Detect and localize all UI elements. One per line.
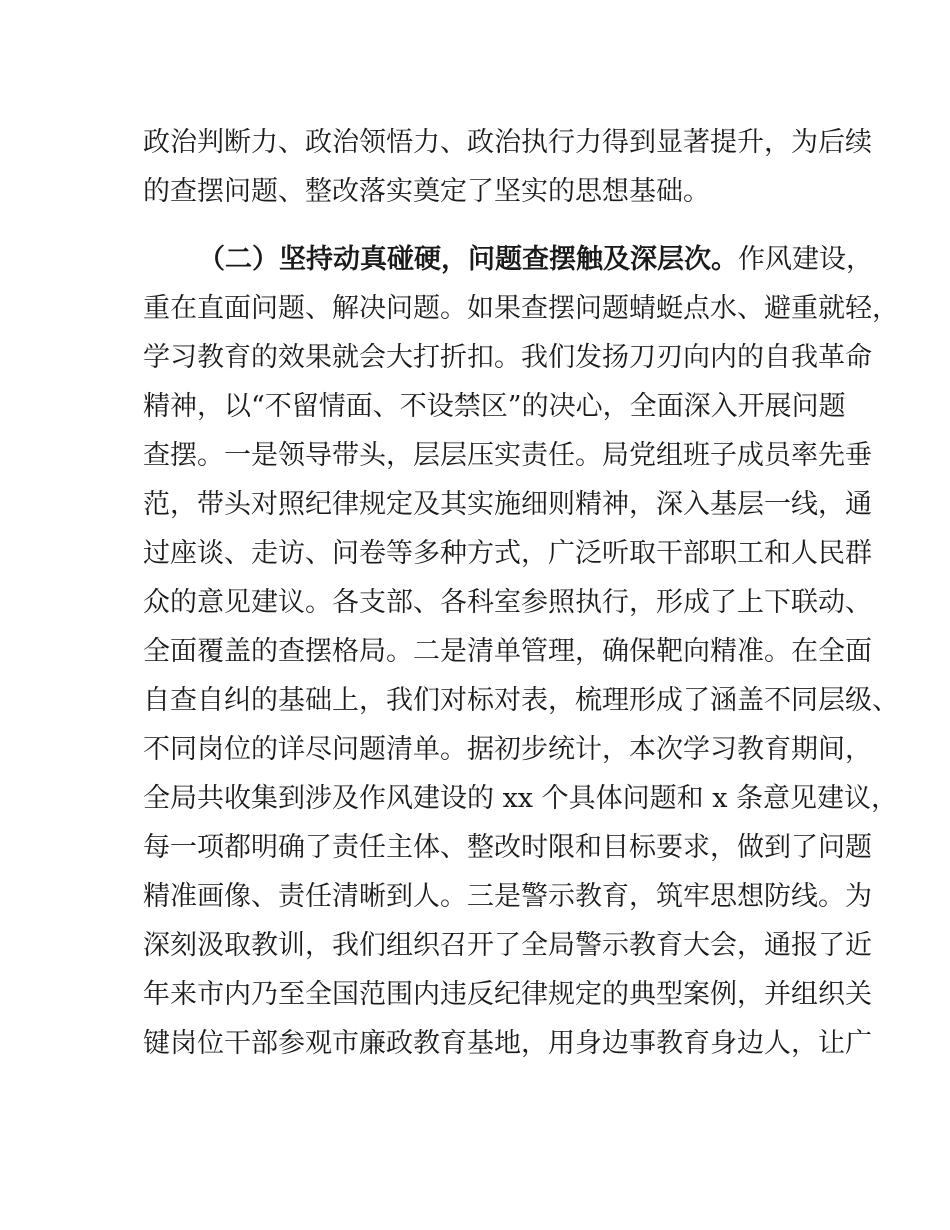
paragraph-line: 范，带头对照纪律规定及其实施细则精神，深入基层一线，通 xyxy=(143,489,872,520)
paragraph-line: 每一项都明确了责任主体、整改时限和目标要求，做到了问题 xyxy=(143,832,872,863)
paragraph-line: 众的意见建议。各支部、各科室参照执行，形成了上下联动、 xyxy=(143,587,872,618)
paragraph-line: 学习教育的效果就会大打折扣。我们发扬刀刃向内的自我革命 xyxy=(143,342,872,373)
heading-line-text: 作风建设， xyxy=(738,244,873,275)
paragraph-line: 查摆。一是领导带头，层层压实责任。局党组班子成员率先垂 xyxy=(143,440,872,471)
paragraph-line: 深刻汲取教训，我们组织召开了全局警示教育大会，通报了近 xyxy=(143,930,872,961)
paragraph-line: 精准画像、责任清晰到人。三是警示教育，筑牢思想防线。为 xyxy=(143,881,872,912)
paragraph-line: 自查自纠的基础上，我们对标对表，梳理形成了涵盖不同层级、 xyxy=(143,685,899,716)
paragraph-line: 的查摆问题、整改落实奠定了坚实的思想基础。 xyxy=(143,176,710,207)
section-heading-line xyxy=(198,242,873,278)
paragraph-line: 过座谈、走访、问卷等多种方式，广泛听取干部职工和人民群 xyxy=(143,538,872,569)
paragraph-line: 全局共收集到涉及作风建设的 xx 个具体问题和 x 条意见建议， xyxy=(143,783,899,814)
paragraph-line: 年来市内乃至全国范围内违反纪律规定的典型案例，并组织关 xyxy=(143,979,872,1010)
section-heading: （二）坚持动真碰硬，问题查摆触及深层次。 xyxy=(198,244,738,275)
paragraph-line: 键岗位干部参观市廉政教育基地，用身边事教育身边人，让广 xyxy=(143,1028,872,1059)
paragraph-line: 全面覆盖的查摆格局。二是清单管理，确保靶向精准。在全面 xyxy=(143,636,872,667)
paragraph-line: 政治判断力、政治领悟力、政治执行力得到显著提升，为后续 xyxy=(143,127,872,158)
paragraph-line: 精神，以“不留情面、不设禁区”的决心，全面深入开展问题 xyxy=(143,391,846,422)
paragraph-line: 重在直面问题、解决问题。如果查摆问题蜻蜓点水、避重就轻， xyxy=(143,293,899,324)
paragraph-line: 不同岗位的详尽问题清单。据初步统计，本次学习教育期间， xyxy=(143,734,872,765)
